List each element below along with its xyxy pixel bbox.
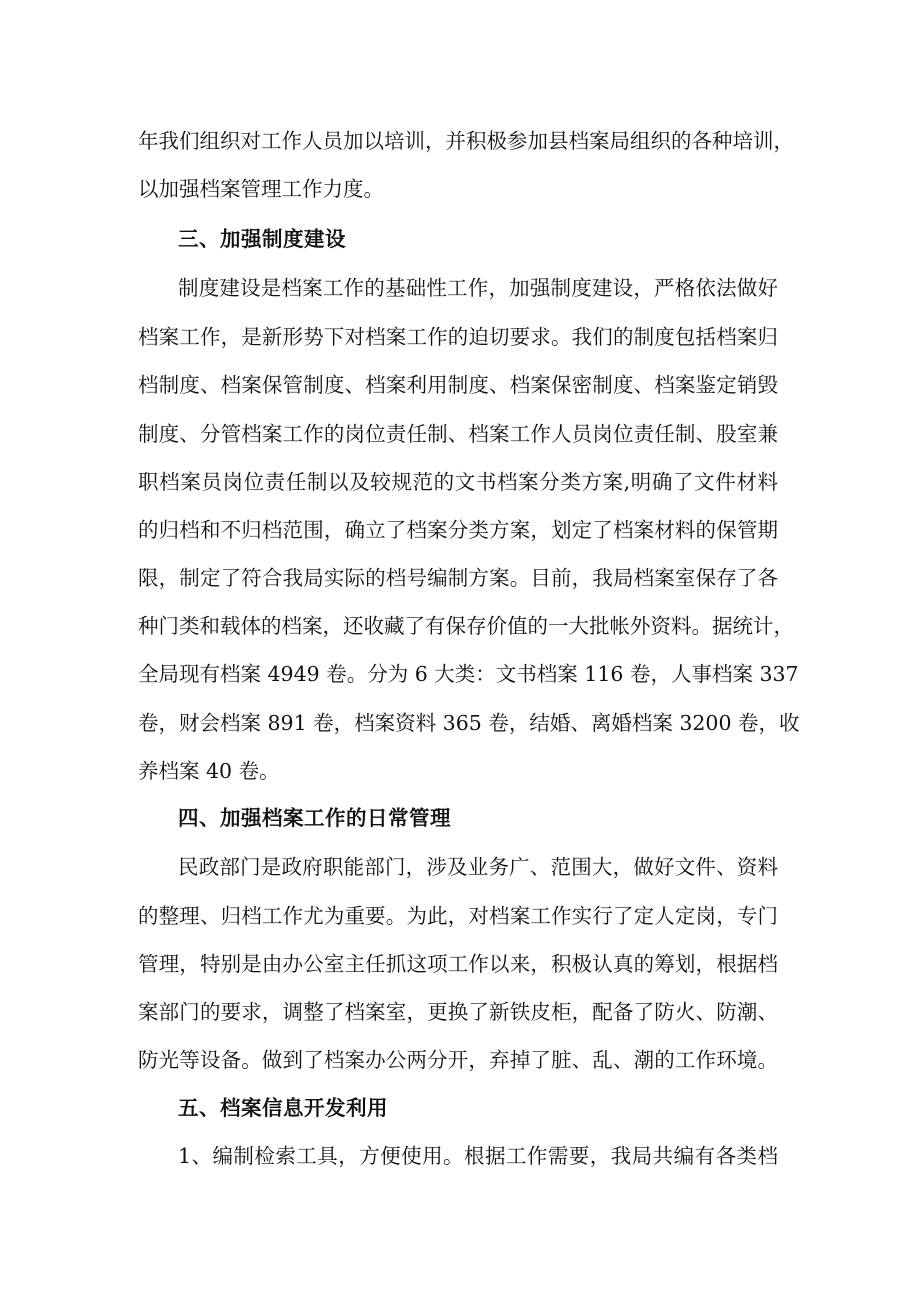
section-3-line-10: 卷，财会档案 891 卷，档案资料 365 卷，结婚、离婚档案 3200 卷，收 [138, 711, 800, 735]
section-3-line-5: 职档案员岗位责任制以及较规范的文书档案分类方案,明确了文件材料 [138, 470, 778, 494]
section-3-line-2: 档案工作，是新形势下对档案工作的迫切要求。我们的制度包括档案归 [138, 325, 778, 349]
section-4-line-5: 防光等设备。做到了档案办公两分开，弃掉了脏、乱、潮的工作环境。 [138, 1048, 778, 1072]
section-5-heading: 五、档案信息开发利用 [178, 1096, 388, 1120]
section-4-line-1: 民政部门是政府职能部门，涉及业务广、范围大，做好文件、资料 [178, 855, 778, 879]
section-3-line-1: 制度建设是档案工作的基础性工作，加强制度建设，严格依法做好 [178, 276, 778, 300]
section-4-line-4: 案部门的要求，调整了档案室，更换了新铁皮柜，配备了防火、防潮、 [138, 1000, 778, 1024]
section-3-line-3: 档制度、档案保管制度、档案利用制度、档案保密制度、档案鉴定销毁 [138, 373, 778, 397]
section-4-line-3: 管理，特别是由办公室主任抓这项工作以来，积极认真的筹划，根据档 [138, 952, 778, 976]
section-3-line-11: 养档案 40 卷。 [138, 759, 280, 783]
section-3-line-9: 全局现有档案 4949 卷。分为 6 大类：文书档案 116 卷，人事档案 337 [138, 662, 799, 686]
section-3-line-6: 的归档和不归档范围，确立了档案分类方案，划定了档案材料的保管期 [138, 518, 778, 542]
section-4-line-2: 的整理、归档工作尤为重要。为此，对档案工作实行了定人定岗，专门 [138, 904, 778, 928]
section-5-line-1: 1、编制检索工具，方便使用。根据工作需要，我局共编有各类档 [178, 1144, 778, 1168]
section-3-line-7: 限，制定了符合我局实际的档号编制方案。目前，我局档案室保存了各 [138, 566, 778, 590]
intro-line-2: 以加强档案管理工作力度。 [138, 177, 384, 201]
intro-line-1: 年我们组织对工作人员加以培训，并积极参加县档案局组织的各种培训， [138, 129, 794, 153]
section-4-heading: 四、加强档案工作的日常管理 [178, 806, 451, 830]
section-3-line-8: 种门类和载体的档案，还收藏了有保存价值的一大批帐外资料。据统计， [138, 614, 794, 638]
section-3-line-4: 制度、分管档案工作的岗位责任制、档案工作人员岗位责任制、股室兼 [138, 422, 778, 446]
section-3-heading: 三、加强制度建设 [178, 227, 346, 251]
